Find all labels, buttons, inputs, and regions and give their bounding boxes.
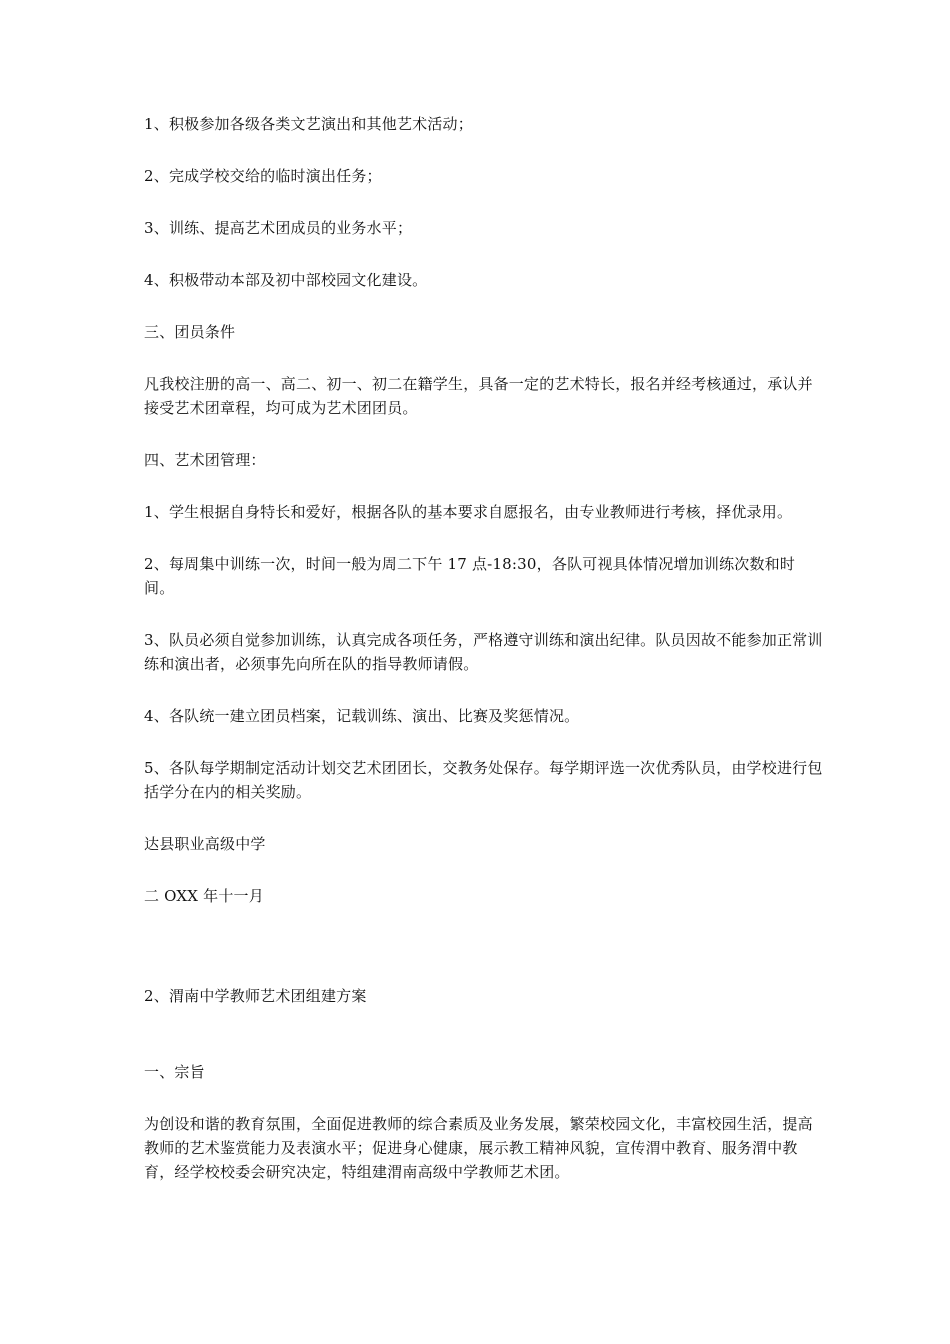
paragraph-management-1: 1、学生根据自身特长和爱好，根据各队的基本要求自愿报名，由专业教师进行考核，择优录用。 xyxy=(144,503,793,521)
paragraph-management-5: 5、各队每学期制定活动计划交艺术团团长，交教务处保存。每学期评选一次优秀队员，由学校进行包括学分在内的相关奖励。 xyxy=(144,759,823,801)
section-title-teacher-troupe-plan: 2、渭南中学教师艺术团组建方案 xyxy=(144,987,367,1005)
section-heading-purpose: 一、宗旨 xyxy=(144,1063,205,1081)
paragraph-duty-2: 2、完成学校交给的临时演出任务； xyxy=(144,167,382,185)
paragraph-purpose: 为创设和谐的教育氛围，全面促进教师的综合素质及业务发展，繁荣校园文化，丰富校园生活，提高教师的艺术鉴赏能力及表演水平；促进身心健康，展示教工精神风貌，宣传渭中教育、服务渭中教育，经学校校委会研究决定，特组建渭南高级中学教师艺术团。 xyxy=(144,1115,813,1181)
paragraph-management-4: 4、各队统一建立团员档案，记载训练、演出、比赛及奖惩情况。 xyxy=(144,707,580,725)
section-heading-member-requirements: 三、团员条件 xyxy=(144,323,236,341)
paragraph-duty-4: 4、积极带动本部及初中部校园文化建设。 xyxy=(144,271,428,289)
signature-school-name: 达县职业高级中学 xyxy=(144,835,266,853)
paragraph-duty-1: 1、积极参加各级各类文艺演出和其他艺术活动； xyxy=(144,115,473,133)
paragraph-management-3: 3、队员必须自觉参加训练，认真完成各项任务，严格遵守训练和演出纪律。队员因故不能参加正常训练和演出者，必须事先向所在队的指导教师请假。 xyxy=(144,631,823,673)
paragraph-duty-3: 3、训练、提高艺术团成员的业务水平； xyxy=(144,219,413,237)
paragraph-management-2: 2、每周集中训练一次，时间一般为周二下午 17 点-18:30，各队可视具体情况增加训练次数和时间。 xyxy=(144,555,796,597)
paragraph-member-requirements: 凡我校注册的高一、高二、初一、初二在籍学生，具备一定的艺术特长，报名并经考核通过，承认并接受艺术团章程，均可成为艺术团团员。 xyxy=(144,375,813,417)
section-heading-management: 四、艺术团管理： xyxy=(144,451,266,469)
document-page xyxy=(144,112,824,1184)
signature-date: 二 OXX 年十一月 xyxy=(144,887,264,905)
